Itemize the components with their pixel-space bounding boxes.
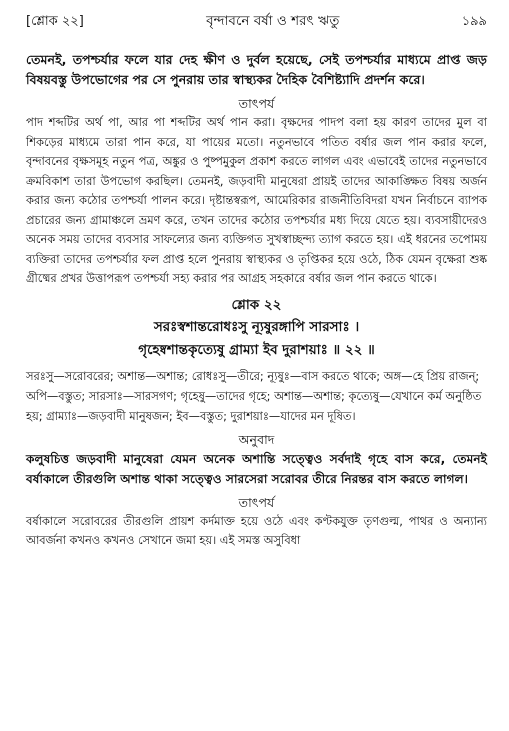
purport-paragraph: পাদ শব্দটির অর্থ পা, আর পা শব্দটির অর্থ পান করা। বৃক্ষদের পাদপ বলা হয় কারণ তাদের মুল বা শিকড়ের মাধ্যমে তারা পান করে, যা পায়ের মতো। নতুনভাবে পতিত বর্ষার জল পান করার ফলে, বৃন্দাবনের বৃক্ষসমূহ নতুন পত্র, অঙ্কুর ও পুষ্পমুকুল প্রকাশ করতে লাগল এবং এভাবেই তাদের নতুনভাবে ক্রমবিকাশ তারা উপভোগ করছিল। তেমনই, জড়বাদী মানুষেরা প্রায়ই তাদের আকাঙ্ক্ষিত বিষয় অর্জন করার জন্য কঠোর তপশ্চর্যা পালন করে। দৃষ্টান্তস্বরূপ, আমেরিকার রাজনীতিবিদরা যখন নির্বাচনে ব্যাপক প্রচারের জন্য গ্রামাঞ্চলে ভ্রমণ করে, তখন তাদের কঠোর তপশ্চর্যার মধ্য দিয়ে যেতে হয়। ব্যবসায়ীদেরও অনেক সময় তাদের ব্যবসার সাফল্যের জন্য ব্যক্তিগত সুখস্বাচ্ছন্দ্য ত্যাগ করতে হয়। এই ধরনের তপোময় ব্যক্তিরা তাদের তপশ্চর্যার ফল প্রাপ্ত হলে পুনরায় স্বাস্থ্যকর ও তৃপ্তিকর হয়ে ওঠে, ঠিক যেমন বৃক্ষেরা শুষ্ক গ্রীষ্মের প্রখর উত্তাপরূপ তপশ্চর্যা সহ্য করার পর আগ্রহ সহকারে বর্ষার জল পান করতে থাকে।	[26, 115, 487, 285]
verse-line-1: সরঃস্বশান্তরোধঃসু ন্যূষুরঙ্গাপি সারসাঃ ।	[153, 318, 360, 335]
purport2-paragraph: বর্ষাকালে সরোবরের তীরগুলি প্রায়শ কর্দমাক্ত হয়ে ওঠে এবং কণ্টকযুক্ত তৃণগুল্ম, পাথর ও অন্যান্য আবর্জনা কখনও কখনও সেখানে জমা হয়। এই সমস্ত অসুবিধা	[26, 513, 487, 547]
intro-paragraph: তেমনই, তপশ্চর্যার ফলে যার দেহ ক্ষীণ ও দুর্বল হয়েছে, সেই তপশ্চর্যার মাধ্যমে প্রাপ্ত জড় বিষয়বস্তু উপভোগের পর সে পুনরায় তার স্বাস্থ্যকর দৈহিক বৈশিষ্ট্যাদি প্রদর্শন করে।	[26, 52, 487, 87]
purport2-heading: তাৎপর্য	[238, 494, 275, 510]
purport-heading: তাৎপর্য	[238, 96, 275, 111]
verse-line-2: গৃহেষ্বশান্তকৃত্যেষু গ্রাম্যা ইব দুরাশয়াঃ ॥ ২২ ॥	[138, 341, 375, 358]
page-header	[26, 10, 487, 32]
synonyms-paragraph: সরঃসু—সরোবরের; অশান্ত—অশান্ত; রোধঃসু—তীরে; ন্যূষুঃ—বাস করতে থাকে; অঙ্গ—হে প্রিয় রাজন্; অপি—বস্তুত; সারসাঃ—সারসগণ; গৃহেষু—তাদের গৃহে; অশান্ত—অশান্ত; কৃত্যেষু—যেখানে কর্ম অনুষ্ঠিত হয়; গ্রাম্যাঃ—জড়বাদী মানুষজন; ইব—বস্তুত; দুরাশয়াঃ—যাদের মন দূষিত।	[26, 368, 482, 423]
verse-number: শ্লোক ২২	[231, 296, 282, 313]
translation-paragraph: কলুষচিত্ত জড়বাদী মানুষেরা যেমন অনেক অশান্তি সত্ত্বেও সর্বদাই গৃহে বাস করে, তেমনই বর্ষাকালে তীরগুলি অশান্ত থাকা সত্ত্বেও সারসেরা সরোবর তীরে নিরন্তর বাস করতে লাগল।	[26, 451, 487, 486]
header-page-number: ১৯৯	[461, 14, 487, 29]
translation-heading: অনুবাদ	[238, 431, 275, 447]
header-chapter-title: বৃন্দাবনে বর্ষা ও শরৎ ঋতু	[206, 13, 340, 29]
header-verse-ref: [শ্লোক ২২]	[26, 14, 84, 29]
